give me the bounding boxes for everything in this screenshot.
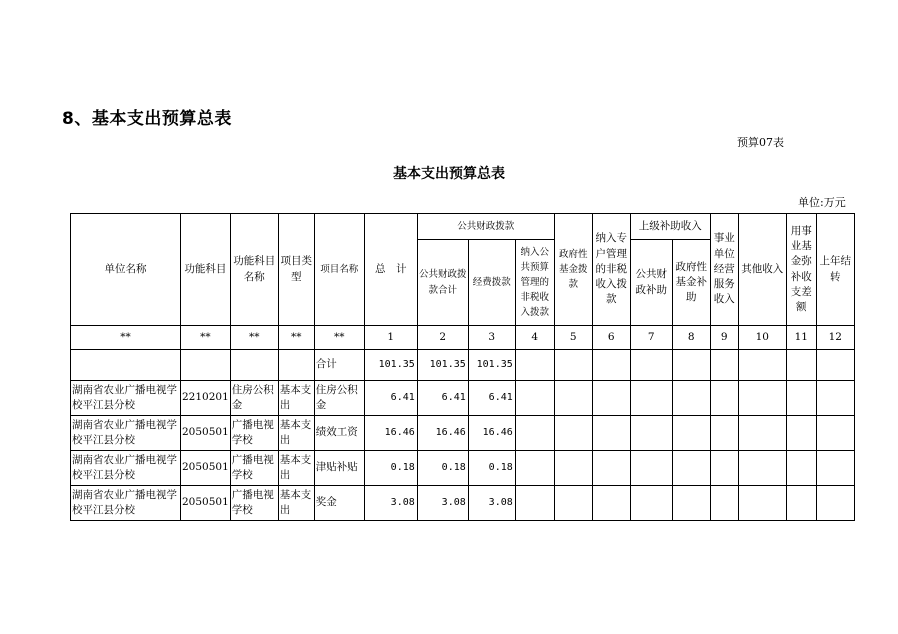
table-title: 基本支出预算总表: [393, 166, 505, 182]
header-proj-type: 项目类型: [278, 214, 314, 326]
row-proj-name: 绩效工资: [314, 416, 364, 451]
index-row: [71, 326, 855, 350]
row-proj-type: 基本支出: [278, 416, 314, 451]
index-cell: **: [230, 326, 278, 350]
row-public: 0.18: [417, 451, 468, 486]
header-func-name: 功能科目名称: [230, 214, 278, 326]
row-func-name: 广播电视学校: [230, 486, 278, 521]
index-cell: 3: [468, 326, 515, 350]
header-proj-name: 项目名称: [314, 214, 364, 326]
total-funding: 101.35: [468, 350, 515, 381]
row-public: 16.46: [417, 416, 468, 451]
index-cell: **: [314, 326, 364, 350]
total-row: [71, 350, 855, 381]
index-cell: 12: [816, 326, 854, 350]
total-public: 101.35: [417, 350, 468, 381]
header-func-code: 功能科目: [181, 214, 231, 326]
row-public: 3.08: [417, 486, 468, 521]
table-row: [71, 416, 855, 451]
index-cell: 4: [515, 326, 554, 350]
header-public-group: 公共财政拨款: [417, 214, 554, 240]
index-cell: 2: [417, 326, 468, 350]
table-number: 预算07表: [737, 136, 784, 149]
row-proj-name: 住房公积金: [314, 381, 364, 416]
row-total: 0.18: [364, 451, 417, 486]
table-row: [71, 486, 855, 521]
row-funding: 6.41: [468, 381, 515, 416]
row-func-name: 广播电视学校: [230, 451, 278, 486]
row-funding: 0.18: [468, 451, 515, 486]
row-proj-type: 基本支出: [278, 451, 314, 486]
header-nontax: 纳入公共预算管理的非税收入拨款: [515, 240, 554, 326]
row-total: 6.41: [364, 381, 417, 416]
row-code: 2210201: [181, 381, 231, 416]
index-cell: 10: [738, 326, 786, 350]
header-special-nontax: 纳入专户管理的非税收入拨款: [592, 214, 630, 326]
unit-label: 单位:万元: [798, 196, 846, 209]
row-unit: 湖南省农业广播电视学校平江县分校: [71, 486, 181, 521]
row-proj-name: 奖金: [314, 486, 364, 521]
table-row: [71, 451, 855, 486]
header-gov-fund-subsidy: 政府性基金补助: [672, 240, 710, 326]
header-unit-name: 单位名称: [71, 214, 181, 326]
header-deficit: 用事业基金弥补收支差额: [786, 214, 816, 326]
row-unit: 湖南省农业广播电视学校平江县分校: [71, 416, 181, 451]
row-code: 2050501: [181, 451, 231, 486]
row-proj-type: 基本支出: [278, 381, 314, 416]
header-service-income: 事业单位经营服务收入: [710, 214, 738, 326]
row-funding: 16.46: [468, 416, 515, 451]
header-funding: 经费拨款: [468, 240, 515, 326]
total-value: 101.35: [364, 350, 417, 381]
index-cell: 6: [592, 326, 630, 350]
header-gov-fund: 政府性基金拨款: [554, 214, 592, 326]
row-code: 2050501: [181, 416, 231, 451]
table-row: [71, 381, 855, 416]
row-proj-type: 基本支出: [278, 486, 314, 521]
index-cell: 1: [364, 326, 417, 350]
row-code: 2050501: [181, 486, 231, 521]
index-cell: **: [278, 326, 314, 350]
header-public-total: 公共财政拨款合计: [417, 240, 468, 326]
row-total: 3.08: [364, 486, 417, 521]
index-cell: 11: [786, 326, 816, 350]
row-funding: 3.08: [468, 486, 515, 521]
section-heading: 8、基本支出预算总表: [62, 109, 232, 129]
total-label: 合计: [314, 350, 364, 381]
index-cell: 9: [710, 326, 738, 350]
index-cell: **: [181, 326, 231, 350]
row-public: 6.41: [417, 381, 468, 416]
row-func-name: 广播电视学校: [230, 416, 278, 451]
index-cell: **: [71, 326, 181, 350]
header-total: 总 计: [364, 214, 417, 326]
row-proj-name: 津贴补贴: [314, 451, 364, 486]
index-cell: 7: [630, 326, 672, 350]
header-upper-group: 上级补助收入: [630, 214, 710, 240]
header-carryover: 上年结转: [816, 214, 854, 326]
row-unit: 湖南省农业广播电视学校平江县分校: [71, 381, 181, 416]
index-cell: 5: [554, 326, 592, 350]
header-other-income: 其他收入: [738, 214, 786, 326]
budget-table: [70, 213, 855, 521]
row-unit: 湖南省农业广播电视学校平江县分校: [71, 451, 181, 486]
index-cell: 8: [672, 326, 710, 350]
row-func-name: 住房公积金: [230, 381, 278, 416]
row-total: 16.46: [364, 416, 417, 451]
header-public-subsidy: 公共财政补助: [630, 240, 672, 326]
